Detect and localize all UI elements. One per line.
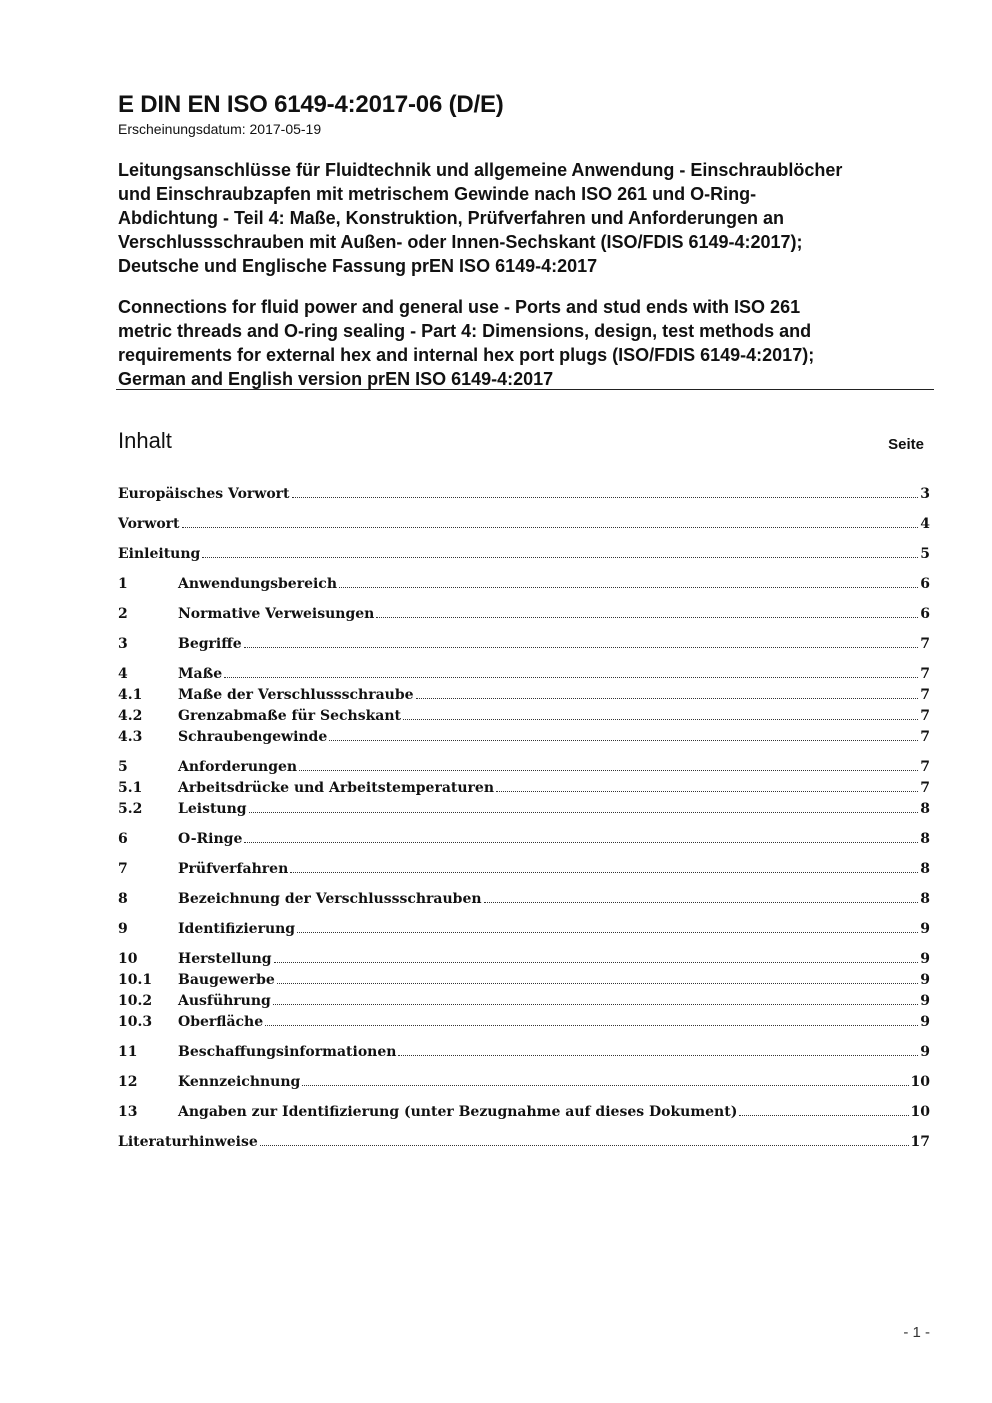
toc-leader bbox=[273, 1004, 918, 1005]
toc-leader bbox=[265, 1025, 918, 1026]
toc-entry-page: 9 bbox=[920, 972, 930, 988]
toc-page-column-heading: Seite bbox=[888, 436, 924, 453]
toc-entry-page: 7 bbox=[920, 666, 930, 682]
page-number: - 1 - bbox=[903, 1324, 930, 1341]
toc-entry[interactable] bbox=[118, 706, 930, 727]
title-line: requirements for external hex and internal hex port plugs (ISO/FDIS 6149-4:2017); bbox=[118, 345, 815, 365]
toc-heading: Inhalt bbox=[118, 428, 172, 453]
toc-entry[interactable] bbox=[118, 757, 930, 778]
title-line: Connections for fluid power and general use - Ports and stud ends with ISO 261 bbox=[118, 297, 801, 317]
toc-entry-number: 3 bbox=[118, 636, 128, 652]
toc-entry[interactable] bbox=[118, 544, 930, 565]
toc-leader bbox=[329, 740, 918, 741]
toc-leader bbox=[290, 872, 918, 873]
toc-entry-label: Bezeichnung der Verschlussschrauben bbox=[178, 891, 482, 907]
toc-entry[interactable] bbox=[118, 859, 930, 880]
toc-entry[interactable] bbox=[118, 574, 930, 595]
publication-date: Erscheinungsdatum: 2017-05-19 bbox=[118, 121, 322, 137]
toc-entry-label: Prüfverfahren bbox=[178, 861, 289, 877]
title-line: Deutsche und Englische Fassung prEN ISO 6149-4:2017 bbox=[118, 256, 598, 276]
document-header bbox=[118, 90, 934, 138]
toc-leader bbox=[299, 770, 918, 771]
toc-entry-page: 8 bbox=[920, 801, 930, 817]
toc-entry[interactable] bbox=[118, 889, 930, 910]
toc-entry-label: Herstellung bbox=[178, 951, 272, 967]
toc-leader bbox=[274, 962, 919, 963]
toc-entry-page: 7 bbox=[920, 708, 930, 724]
toc-entry-number: 6 bbox=[118, 831, 128, 847]
toc-entry-label: Angaben zur Identifizierung (unter Bezugnahme auf dieses Dokument) bbox=[178, 1104, 738, 1120]
toc-entry-label: Vorwort bbox=[118, 516, 180, 532]
toc-entry-label: Kennzeichnung bbox=[178, 1074, 301, 1090]
toc-entry-number: 2 bbox=[118, 606, 128, 622]
toc-entry[interactable] bbox=[118, 1042, 930, 1063]
toc-entry-label: O-Ringe bbox=[178, 831, 243, 847]
toc-entry-label: Identifizierung bbox=[178, 921, 296, 937]
toc-leader bbox=[376, 617, 918, 618]
toc-entry-label: Einleitung bbox=[118, 546, 201, 562]
toc-entry-label: Anwendungsbereich bbox=[178, 576, 337, 592]
title-line: Verschlussschrauben mit Außen- oder Innen-Sechskant (ISO/FDIS 6149-4:2017); bbox=[118, 232, 803, 252]
toc-entry[interactable] bbox=[118, 604, 930, 625]
toc-entry-page: 9 bbox=[920, 951, 930, 967]
toc-entry-label: Europäisches Vorwort bbox=[118, 486, 290, 502]
toc-entry-page: 5 bbox=[920, 546, 930, 562]
toc-entry-number: 5.1 bbox=[118, 780, 143, 796]
toc-leader bbox=[416, 698, 919, 699]
toc-entry[interactable] bbox=[118, 919, 930, 940]
toc-entry-page: 10 bbox=[910, 1074, 930, 1090]
toc-leader bbox=[403, 719, 918, 720]
toc-entry[interactable] bbox=[118, 1132, 930, 1153]
toc-entry[interactable] bbox=[118, 484, 930, 505]
toc-leader bbox=[297, 932, 918, 933]
title-line: Leitungsanschlüsse für Fluidtechnik und allgemeine Anwendung - Einschraublöcher bbox=[118, 160, 843, 180]
toc-entry[interactable] bbox=[118, 799, 930, 820]
toc-leader bbox=[244, 842, 918, 843]
title-line: German and English version prEN ISO 6149-4:2017 bbox=[118, 369, 554, 389]
toc-entry[interactable] bbox=[118, 514, 930, 535]
toc-entry-page: 7 bbox=[920, 759, 930, 775]
toc-entry-number: 9 bbox=[118, 921, 128, 937]
toc-entry-number: 10.1 bbox=[118, 972, 153, 988]
toc-entry-label: Anforderungen bbox=[178, 759, 298, 775]
toc-leader bbox=[202, 557, 918, 558]
toc-entry-number: 8 bbox=[118, 891, 128, 907]
toc-entry-number: 10.2 bbox=[118, 993, 153, 1009]
toc-leader bbox=[260, 1145, 909, 1146]
toc-leader bbox=[398, 1055, 918, 1056]
toc-leader bbox=[739, 1115, 908, 1116]
toc-entry-page: 8 bbox=[920, 891, 930, 907]
toc-entry-page: 17 bbox=[910, 1134, 930, 1150]
header-divider bbox=[116, 389, 934, 390]
toc-leader bbox=[244, 647, 919, 648]
toc-entry-label: Beschaffungsinformationen bbox=[178, 1044, 397, 1060]
toc-entry-label: Leistung bbox=[178, 801, 247, 817]
toc-leader bbox=[182, 527, 919, 528]
toc-entry-number: 12 bbox=[118, 1074, 138, 1090]
toc-entry[interactable] bbox=[118, 991, 930, 1012]
toc-entry[interactable] bbox=[118, 727, 930, 748]
toc-leader bbox=[302, 1085, 908, 1086]
toc-entry[interactable] bbox=[118, 664, 930, 685]
toc-entry[interactable] bbox=[118, 634, 930, 655]
toc-entry[interactable] bbox=[118, 778, 930, 799]
toc-entry[interactable] bbox=[118, 949, 930, 970]
toc-entry-label: Normative Verweisungen bbox=[178, 606, 375, 622]
document-number: E DIN EN ISO 6149-4:2017-06 (D/E) bbox=[118, 91, 504, 118]
title-line: Abdichtung - Teil 4: Maße, Konstruktion, Prüfverfahren und Anforderungen an bbox=[118, 208, 785, 228]
title-english bbox=[118, 295, 934, 391]
toc-entry-page: 9 bbox=[920, 1044, 930, 1060]
toc-entry-label: Baugewerbe bbox=[178, 972, 275, 988]
toc-entry-page: 9 bbox=[920, 993, 930, 1009]
toc-entry-label: Ausführung bbox=[178, 993, 271, 1009]
toc-entry-number: 7 bbox=[118, 861, 128, 877]
toc-entry[interactable] bbox=[118, 970, 930, 991]
toc-entry-label: Grenzabmaße für Sechskant bbox=[178, 708, 402, 724]
toc-entry-number: 10.3 bbox=[118, 1014, 153, 1030]
toc-leader bbox=[496, 791, 918, 792]
toc-entry-page: 8 bbox=[920, 861, 930, 877]
toc-entry-label: Literaturhinweise bbox=[118, 1134, 258, 1150]
toc-entry-number: 5 bbox=[118, 759, 128, 775]
toc-leader bbox=[292, 497, 919, 498]
title-german bbox=[118, 158, 934, 278]
toc-entry-number: 11 bbox=[118, 1044, 138, 1060]
title-line: metric threads and O-ring sealing - Part 4: Dimensions, design, test methods and bbox=[118, 321, 812, 341]
toc-entry-page: 7 bbox=[920, 687, 930, 703]
toc-entry-page: 9 bbox=[920, 1014, 930, 1030]
toc-entry-page: 8 bbox=[920, 831, 930, 847]
toc-entry-label: Begriffe bbox=[178, 636, 242, 652]
toc-entry-number: 13 bbox=[118, 1104, 138, 1120]
toc-entry-page: 6 bbox=[920, 606, 930, 622]
toc-entry-label: Maße der Verschlussschraube bbox=[178, 687, 414, 703]
toc-entry-number: 4 bbox=[118, 666, 128, 682]
toc-leader bbox=[249, 812, 919, 813]
toc-entry-number: 10 bbox=[118, 951, 138, 967]
toc-leader bbox=[224, 677, 918, 678]
toc-entry[interactable] bbox=[118, 685, 930, 706]
toc-entry-label: Arbeitsdrücke und Arbeitstemperaturen bbox=[178, 780, 495, 796]
toc-leader bbox=[277, 983, 918, 984]
title-line: und Einschraubzapfen mit metrischem Gewinde nach ISO 261 und O-Ring- bbox=[118, 184, 757, 204]
toc-entry-page: 10 bbox=[910, 1104, 930, 1120]
toc-entry[interactable] bbox=[118, 829, 930, 850]
toc-entry[interactable] bbox=[118, 1072, 930, 1093]
toc-entry-label: Schraubengewinde bbox=[178, 729, 328, 745]
toc-entry-number: 4.3 bbox=[118, 729, 143, 745]
toc-entry[interactable] bbox=[118, 1102, 930, 1123]
toc-entry-page: 4 bbox=[920, 516, 930, 532]
toc-entry-label: Oberfläche bbox=[178, 1014, 264, 1030]
toc-entry-page: 6 bbox=[920, 576, 930, 592]
toc-entry-number: 5.2 bbox=[118, 801, 143, 817]
toc-leader bbox=[484, 902, 919, 903]
toc-entry-number: 1 bbox=[118, 576, 128, 592]
toc-entry-page: 7 bbox=[920, 780, 930, 796]
toc-entry[interactable] bbox=[118, 1012, 930, 1033]
table-of-contents bbox=[118, 484, 930, 1153]
toc-entry-page: 7 bbox=[920, 729, 930, 745]
toc-entry-page: 3 bbox=[920, 486, 930, 502]
toc-entry-number: 4.2 bbox=[118, 708, 143, 724]
toc-entry-page: 7 bbox=[920, 636, 930, 652]
toc-entry-number: 4.1 bbox=[118, 687, 143, 703]
toc-entry-page: 9 bbox=[920, 921, 930, 937]
toc-entry-label: Maße bbox=[178, 666, 223, 682]
toc-leader bbox=[339, 587, 918, 588]
